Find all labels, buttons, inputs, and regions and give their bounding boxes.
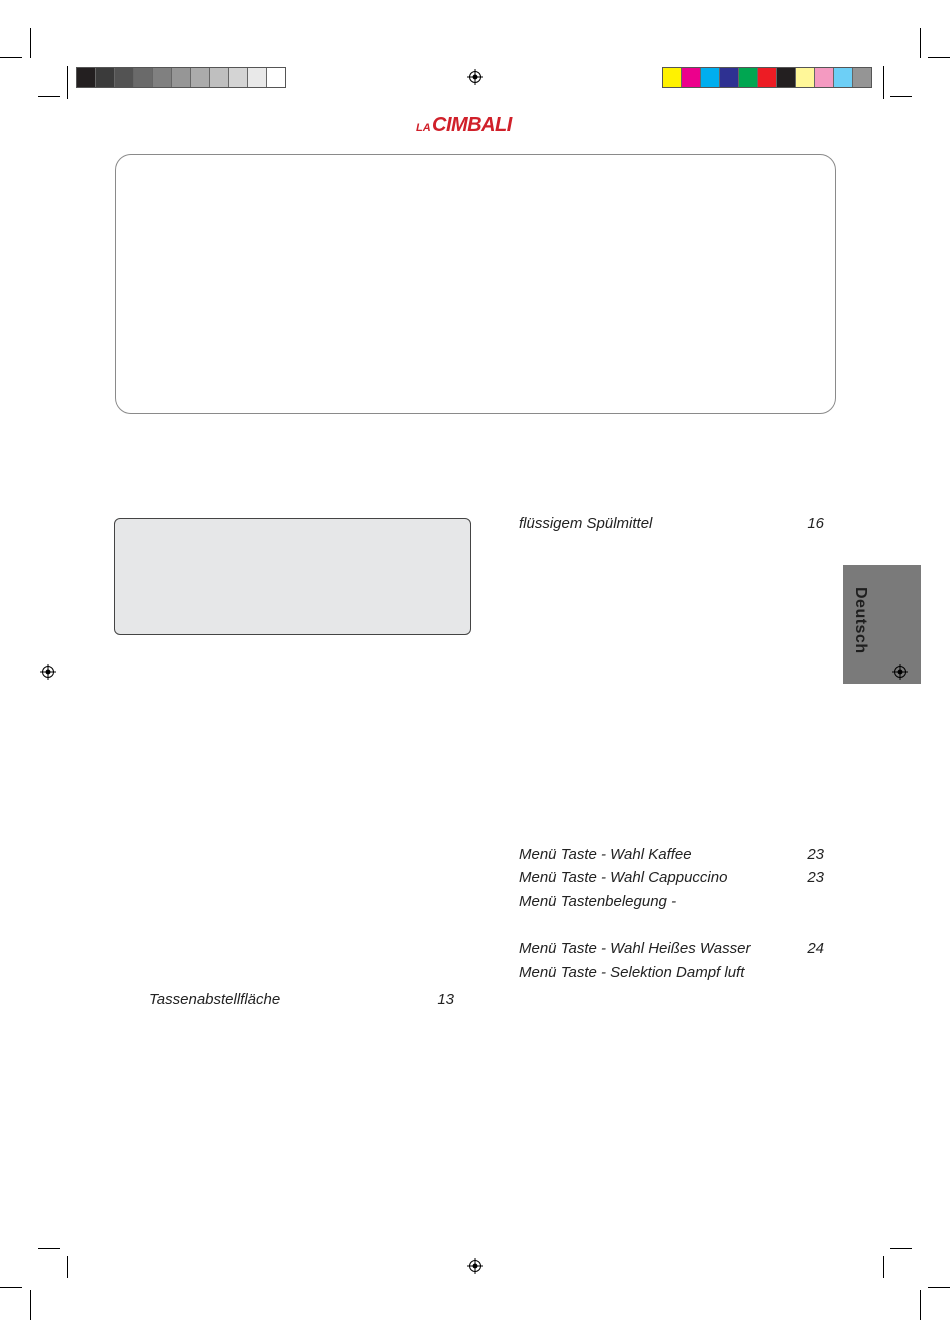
toc-entry: Tassenabstellfläche (149, 991, 281, 1008)
color-swatch (777, 68, 796, 87)
color-swatch (96, 68, 115, 87)
color-swatch (267, 68, 285, 87)
shaded-panel (114, 518, 471, 635)
color-swatch (229, 68, 248, 87)
crop-mark (883, 1256, 884, 1278)
language-tab (843, 565, 921, 684)
color-swatch (172, 68, 191, 87)
toc-entry: Menü Taste - Wahl Kaffee (519, 846, 692, 863)
toc-entry: flüssigem Spülmittel (519, 515, 653, 532)
color-swatch (720, 68, 739, 87)
registration-mark-icon (892, 664, 908, 680)
crop-mark (38, 1248, 60, 1249)
registration-mark-icon (40, 664, 56, 680)
language-tab-label: Deutsch (852, 587, 869, 654)
color-swatch (210, 68, 229, 87)
color-swatch (153, 68, 172, 87)
color-swatch (815, 68, 834, 87)
toc-page-number: 23 (807, 869, 824, 886)
crop-mark (0, 1287, 22, 1288)
crop-mark (38, 96, 60, 97)
registration-mark-icon (467, 69, 483, 85)
color-swatch (115, 68, 134, 87)
color-calibration-bar (662, 67, 872, 88)
crop-mark (928, 57, 950, 58)
color-swatch (758, 68, 777, 87)
color-swatch (248, 68, 267, 87)
color-swatch (134, 68, 153, 87)
crop-mark (0, 57, 22, 58)
crop-mark (30, 1290, 31, 1320)
color-swatch (834, 68, 853, 87)
content-frame (115, 154, 836, 414)
crop-mark (67, 1256, 68, 1278)
crop-mark (67, 66, 68, 99)
brand-logo (416, 114, 536, 140)
toc-page-number: 16 (807, 515, 824, 532)
crop-mark (883, 66, 884, 99)
crop-mark (30, 28, 31, 58)
toc-page-number: 13 (437, 991, 454, 1008)
crop-mark (920, 1290, 921, 1320)
crop-mark (890, 96, 912, 97)
color-swatch (191, 68, 210, 87)
toc-entry: Menü Taste - Selektion Dampf luft (519, 964, 745, 981)
logo-name: CIMBALI (432, 114, 512, 136)
toc-page-number: 24 (807, 940, 824, 957)
grayscale-calibration-bar (76, 67, 286, 88)
color-swatch (701, 68, 720, 87)
registration-mark-icon (467, 1258, 483, 1274)
crop-mark (920, 28, 921, 58)
color-swatch (739, 68, 758, 87)
color-swatch (77, 68, 96, 87)
toc-page-number: 23 (807, 846, 824, 863)
color-swatch (663, 68, 682, 87)
crop-mark (890, 1248, 912, 1249)
toc-entry: Menü Taste - Wahl Heißes Wasser (519, 940, 751, 957)
toc-entry: Menü Tastenbelegung - (519, 893, 677, 910)
color-swatch (796, 68, 815, 87)
logo-prefix: LA (416, 122, 431, 134)
color-swatch (853, 68, 871, 87)
toc-entry: Menü Taste - Wahl Cappuccino (519, 869, 728, 886)
crop-mark (928, 1287, 950, 1288)
color-swatch (682, 68, 701, 87)
